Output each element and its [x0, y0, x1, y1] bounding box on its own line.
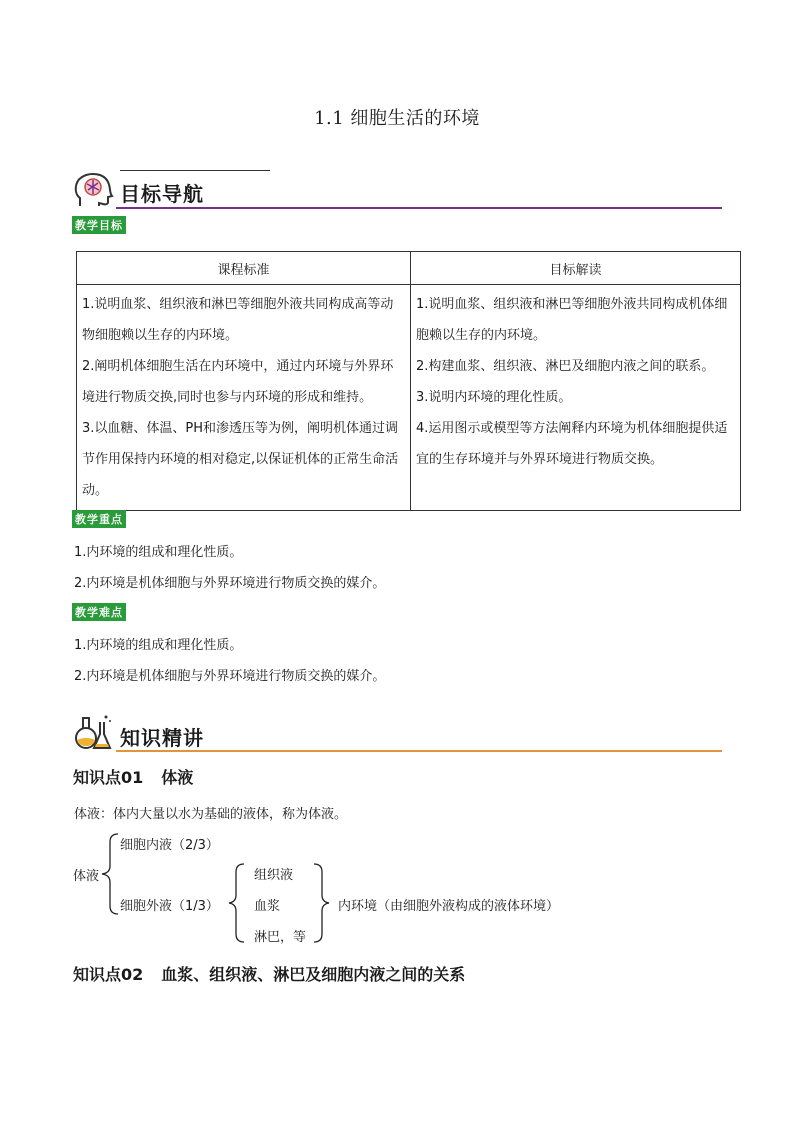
kp-label: 知识点02: [73, 965, 144, 984]
difficult-point: 2.内环境是机体细胞与外界环境进行物质交换的媒介。: [74, 669, 386, 684]
interpretation-item: 1.说明血浆、组织液和淋巴等细胞外液共同构成机体细胞赖以生存的内环境。: [416, 297, 728, 343]
key-point: 1.内环境的组成和理化性质。: [74, 545, 243, 560]
interpretation-item: 3.说明内环境的理化性质。: [416, 390, 572, 405]
tag-key-points: 教学重点: [72, 510, 126, 528]
kp-title: 体液: [161, 768, 194, 787]
table-header: 目标解读: [411, 252, 741, 285]
difficult-point: 1.内环境的组成和理化性质。: [74, 638, 243, 653]
section-header-goals: [72, 170, 722, 210]
tag-difficult-points: 教学难点: [72, 603, 126, 621]
goals-table: [76, 251, 741, 511]
page-title: 1.1 细胞生活的环境: [314, 108, 480, 129]
key-point: 2.内环境是机体细胞与外界环境进行物质交换的媒介。: [74, 576, 386, 591]
section-header-knowledge: [72, 712, 722, 752]
standard-item: 1.说明血浆、组织液和淋巴等细胞外液共同构成高等动物细胞赖以生存的内环境。: [82, 297, 394, 343]
interpretation-cell: [411, 285, 741, 511]
intracellular-label: 细胞内液（2/3）: [120, 838, 219, 853]
standard-item: 3.以血糖、体温、PH和渗透压等为例，阐明机体通过调节作用保持内环境的相对稳定,以保证机体的正常生命活动。: [82, 421, 399, 498]
table-header: 课程标准: [77, 252, 411, 285]
interpretation-item: 4.运用图示或模型等方法阐释内环境为机体细胞提供适宜的生存环境并与外界环境进行物质交换。: [416, 421, 728, 467]
internal-environment-label: 内环境（由细胞外液构成的液体环境）: [338, 899, 560, 914]
component-label: 组织液: [254, 868, 294, 883]
divider: [116, 750, 722, 752]
brain-icon: [72, 170, 116, 210]
component-label: 淋巴，等: [254, 930, 307, 945]
definition-text: 体液：体内大量以水为基础的液体，称为体液。: [74, 807, 348, 822]
section-title-goals: 目标导航: [120, 182, 204, 206]
brace-left: [228, 862, 246, 944]
diagram-root-label: 体液: [73, 869, 100, 884]
brace-main: [100, 832, 120, 916]
knowledge-point-heading: [73, 962, 465, 985]
standards-cell: [77, 285, 411, 511]
brace-right: [312, 862, 330, 944]
divider: [116, 207, 722, 209]
knowledge-point-heading: [73, 765, 193, 788]
section-title-knowledge: 知识精讲: [120, 726, 204, 750]
interpretation-item: 2.构建血浆、组织液、淋巴及细胞内液之间的联系。: [416, 359, 715, 374]
extracellular-label: 细胞外液（1/3）: [120, 899, 219, 914]
kp-label: 知识点01: [73, 768, 144, 787]
tag-teaching-goals: 教学目标: [72, 216, 126, 234]
flask-icon: [72, 712, 116, 752]
standard-item: 2.阐明机体细胞生活在内环境中，通过内环境与外界环境进行物质交换,同时也参与内环境的形成和维持。: [82, 359, 394, 405]
component-label: 血浆: [254, 899, 281, 914]
kp-title: 血浆、组织液、淋巴及细胞内液之间的关系: [161, 965, 466, 984]
